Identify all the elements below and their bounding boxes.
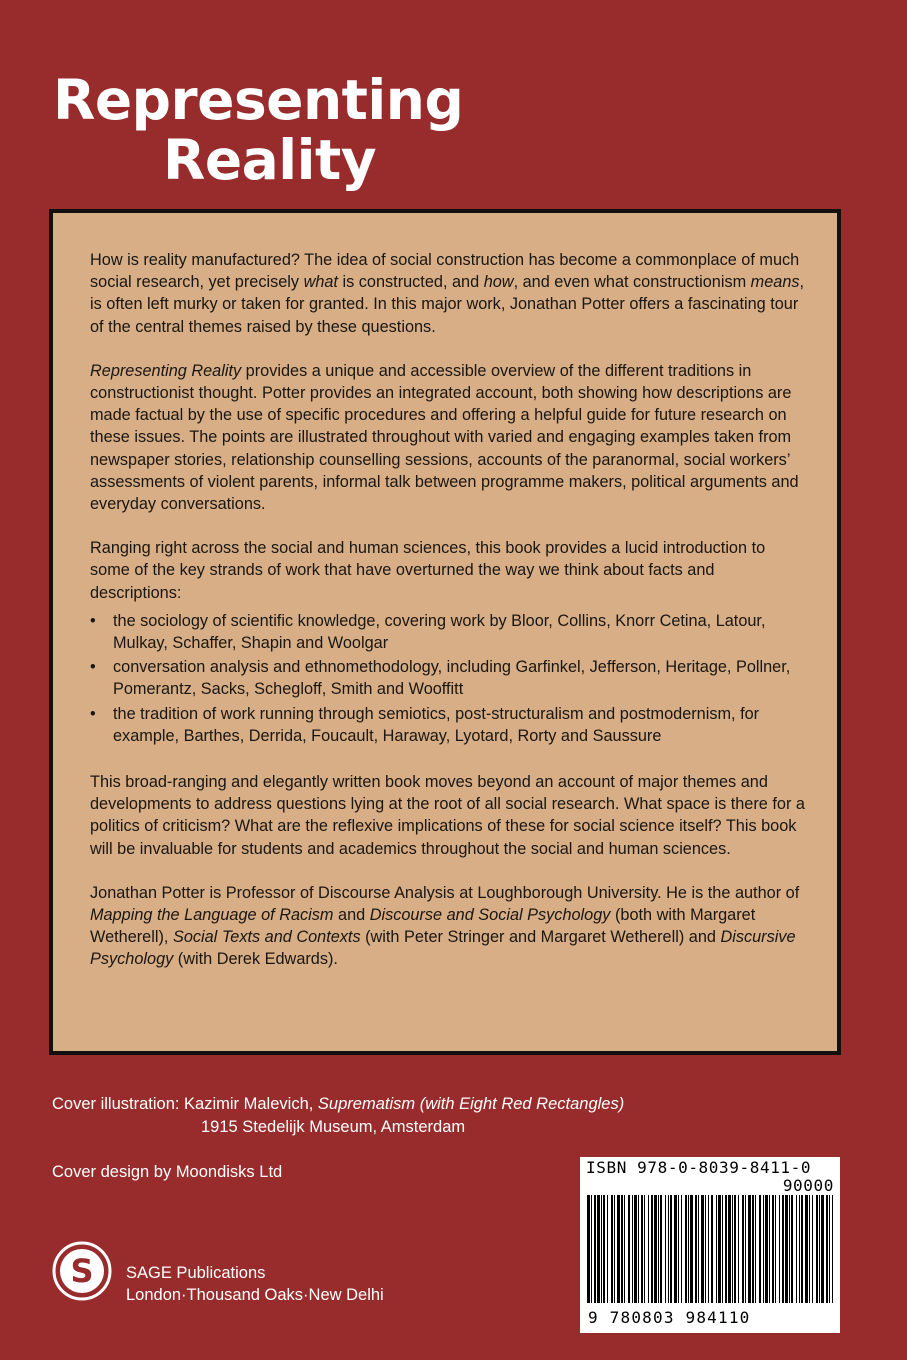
barcode-bar bbox=[755, 1195, 756, 1303]
isbn-barcode bbox=[580, 1157, 840, 1333]
barcode-bar bbox=[701, 1195, 704, 1303]
text-run-italic: Mapping the Language of Racism bbox=[90, 906, 334, 925]
barcode-bar bbox=[742, 1195, 744, 1303]
cover-illustration-credit bbox=[52, 1093, 624, 1139]
barcode-bar bbox=[801, 1195, 803, 1303]
barcode-bar bbox=[634, 1195, 637, 1303]
barcode-digits: 9 780803 984110 bbox=[588, 1308, 751, 1327]
barcode-bar bbox=[748, 1195, 751, 1303]
barcode-bar bbox=[611, 1195, 613, 1303]
barcode-bar bbox=[644, 1195, 645, 1303]
barcode-bar bbox=[641, 1195, 643, 1303]
barcode-bar bbox=[648, 1195, 649, 1303]
credit-line-1 bbox=[52, 1093, 624, 1116]
title-line-2: Reality bbox=[163, 128, 377, 192]
topic-item: • conversation analysis and ethnomethodology, including Garfinkel, Jefferson, Heritage, Pollner, Pomerantz, Sacks, Schegloff, Smith and Wooffitt bbox=[90, 656, 807, 700]
text-run: , is often left murky or taken for granted. In this major work, Jonathan Potter offers a fascinating tour of the central themes raised by these questions. bbox=[90, 273, 805, 336]
barcode-bar bbox=[594, 1195, 596, 1303]
book-title bbox=[53, 70, 463, 190]
barcode-bar bbox=[690, 1195, 693, 1303]
artwork-title: Suprematism (with Eight Red Rectangles) bbox=[317, 1095, 625, 1113]
barcode-bar bbox=[708, 1195, 709, 1303]
logo-letter: S bbox=[70, 1252, 94, 1290]
barcode-bar bbox=[597, 1195, 600, 1303]
text-run-italic: Discursive Psychology bbox=[90, 928, 796, 969]
barcode-bar bbox=[752, 1195, 754, 1303]
text-run-italic: means bbox=[750, 273, 800, 292]
credit-line-2: 1915 Stedelijk Museum, Amsterdam bbox=[201, 1118, 466, 1136]
barcode-bar bbox=[728, 1195, 731, 1303]
barcode-bar bbox=[826, 1195, 828, 1303]
barcode-bar bbox=[688, 1195, 689, 1303]
barcode-bar bbox=[805, 1195, 808, 1303]
text-run: (with Derek Edwards). bbox=[173, 950, 338, 969]
text-run: Jonathan Potter is Professor of Discourse Analysis at Loughborough University. He is the author of bbox=[90, 883, 800, 902]
publisher-cities: London·Thousand Oaks·New Delhi bbox=[126, 1286, 384, 1304]
barcode-bar bbox=[621, 1195, 623, 1303]
barcode-bar bbox=[658, 1195, 659, 1303]
barcode-bar bbox=[705, 1195, 706, 1303]
text-run-italic: Social Texts and Contexts bbox=[172, 928, 361, 947]
barcode-bar bbox=[819, 1195, 820, 1303]
text-run: and bbox=[333, 906, 370, 925]
barcode-bar bbox=[668, 1195, 669, 1303]
topic-item: • the tradition of work running through semiotics, post-structuralism and postmodernism, for example, Barthes, Derrida, Foucault, Haraway, Lyotard, Rorty and Saussure bbox=[90, 703, 807, 747]
text-run-italic: Discourse and Social Psychology bbox=[369, 906, 611, 925]
barcode-bar bbox=[722, 1195, 723, 1303]
barcode-bar bbox=[738, 1195, 739, 1303]
barcode-bars bbox=[587, 1195, 833, 1303]
barcode-bar bbox=[638, 1195, 639, 1303]
text-run: , and even what constructionism bbox=[513, 273, 751, 292]
barcode-bar bbox=[695, 1195, 697, 1303]
barcode-bar bbox=[772, 1195, 774, 1303]
barcode-bar bbox=[796, 1195, 797, 1303]
barcode-bar bbox=[718, 1195, 721, 1303]
blurb-paragraph-4: This broad-ranging and elegantly written book moves beyond an account of major themes and developments to address questions lying at the root of all social research. What space is there for a politics of criticism? What are the reflexive implications of these for social science itself? This book will be invaluable for students and academics throughout the social and human sciences. bbox=[90, 773, 805, 858]
barcode-bar bbox=[779, 1195, 780, 1303]
barcode-bar bbox=[678, 1195, 679, 1303]
topic-item: • the sociology of scientific knowledge, covering work by Bloor, Collins, Knorr Cetina, Latour, Mulkay, Schaffer, Shapin and Woolgar bbox=[90, 610, 807, 654]
barcode-bar bbox=[716, 1195, 717, 1303]
price-code: 90000 bbox=[782, 1176, 834, 1195]
barcode-bar bbox=[614, 1195, 615, 1303]
barcode-bar bbox=[651, 1195, 653, 1303]
barcode-bar bbox=[765, 1195, 768, 1303]
barcode-bar bbox=[799, 1195, 800, 1303]
barcode-bar bbox=[789, 1195, 790, 1303]
text-run-italic: what bbox=[303, 273, 338, 292]
text-run: (with Peter Stringer and Margaret Wetherell) and bbox=[360, 928, 721, 947]
barcode-bar bbox=[769, 1195, 770, 1303]
barcode-bar bbox=[816, 1195, 818, 1303]
barcode-bar bbox=[591, 1195, 592, 1303]
blurb-panel bbox=[49, 209, 841, 1055]
barcode-bar bbox=[785, 1195, 788, 1303]
text-run: (both with Margaret Wetherell), bbox=[90, 906, 756, 947]
blurb-paragraph-3: Ranging right across the social and human sciences, this book provides a lucid introduction to some of the key strands of work that have overturned the way we think about facts and descriptions: bbox=[90, 539, 766, 602]
title-line-1: Representing bbox=[53, 68, 464, 132]
barcode-bar bbox=[665, 1195, 666, 1303]
text-run: is constructed, and bbox=[337, 273, 484, 292]
barcode-bar bbox=[674, 1195, 677, 1303]
text-run-italic: Representing Reality bbox=[90, 361, 242, 380]
barcode-bar bbox=[812, 1195, 813, 1303]
publisher-name: SAGE Publications bbox=[126, 1264, 266, 1282]
barcode-bar bbox=[745, 1195, 746, 1303]
barcode-bar bbox=[624, 1195, 625, 1303]
barcode-bar bbox=[759, 1195, 761, 1303]
sage-logo-icon bbox=[52, 1241, 112, 1301]
text-run: How is reality manufactured? The idea of social construction has become a commonplace of much social research, yet precisely bbox=[90, 251, 800, 292]
topic-list bbox=[90, 610, 807, 747]
barcode-bar bbox=[763, 1195, 764, 1303]
barcode-bar bbox=[617, 1195, 620, 1303]
blurb-paragraph-2 bbox=[90, 360, 807, 515]
barcode-bar bbox=[732, 1195, 733, 1303]
blurb-paragraph-1 bbox=[90, 249, 807, 338]
barcode-bar bbox=[607, 1195, 608, 1303]
text-run: provides a unique and accessible overview of the different traditions in constructionist thought. Potter provides an integrated account, both showing how descriptions are made factual by the use of specific procedures and offering a helpful guide for future research on these issues. The points are illustrated throughout with varied and engaging examples taken from newspaper stories, relationship counselling sessions, accounts of the paranormal, social workers’ assessments of violent parents, informal talk between programme makers, political arguments and everyday conversations. bbox=[90, 361, 799, 514]
cover-design-credit: Cover design by Moondisks Ltd bbox=[52, 1163, 283, 1181]
barcode-bar bbox=[711, 1195, 713, 1303]
barcode-bar bbox=[821, 1195, 824, 1303]
isbn-text: ISBN 978-0-8039-8411-0 bbox=[586, 1158, 812, 1177]
barcode-bar bbox=[670, 1195, 672, 1303]
text-run: Cover illustration: Kazimir Malevich, bbox=[52, 1095, 318, 1113]
barcode-bar bbox=[698, 1195, 699, 1303]
barcode-bar bbox=[587, 1195, 590, 1303]
barcode-bar bbox=[809, 1195, 810, 1303]
barcode-bar bbox=[660, 1195, 662, 1303]
barcode-bar bbox=[832, 1195, 833, 1303]
barcode-bar bbox=[601, 1195, 602, 1303]
barcode-bar bbox=[734, 1195, 736, 1303]
text-run-italic: how bbox=[483, 273, 514, 292]
publisher-block bbox=[126, 1262, 384, 1306]
barcode-bar bbox=[791, 1195, 793, 1303]
barcode-bar bbox=[685, 1195, 687, 1303]
barcode-bar bbox=[829, 1195, 830, 1303]
barcode-bar bbox=[632, 1195, 633, 1303]
barcode-bar bbox=[628, 1195, 630, 1303]
barcode-bar bbox=[681, 1195, 682, 1303]
barcode-bar bbox=[654, 1195, 657, 1303]
barcode-bar bbox=[775, 1195, 776, 1303]
author-bio bbox=[90, 882, 807, 971]
barcode-bar bbox=[725, 1195, 727, 1303]
barcode-bar bbox=[603, 1195, 605, 1303]
barcode-bar bbox=[782, 1195, 784, 1303]
